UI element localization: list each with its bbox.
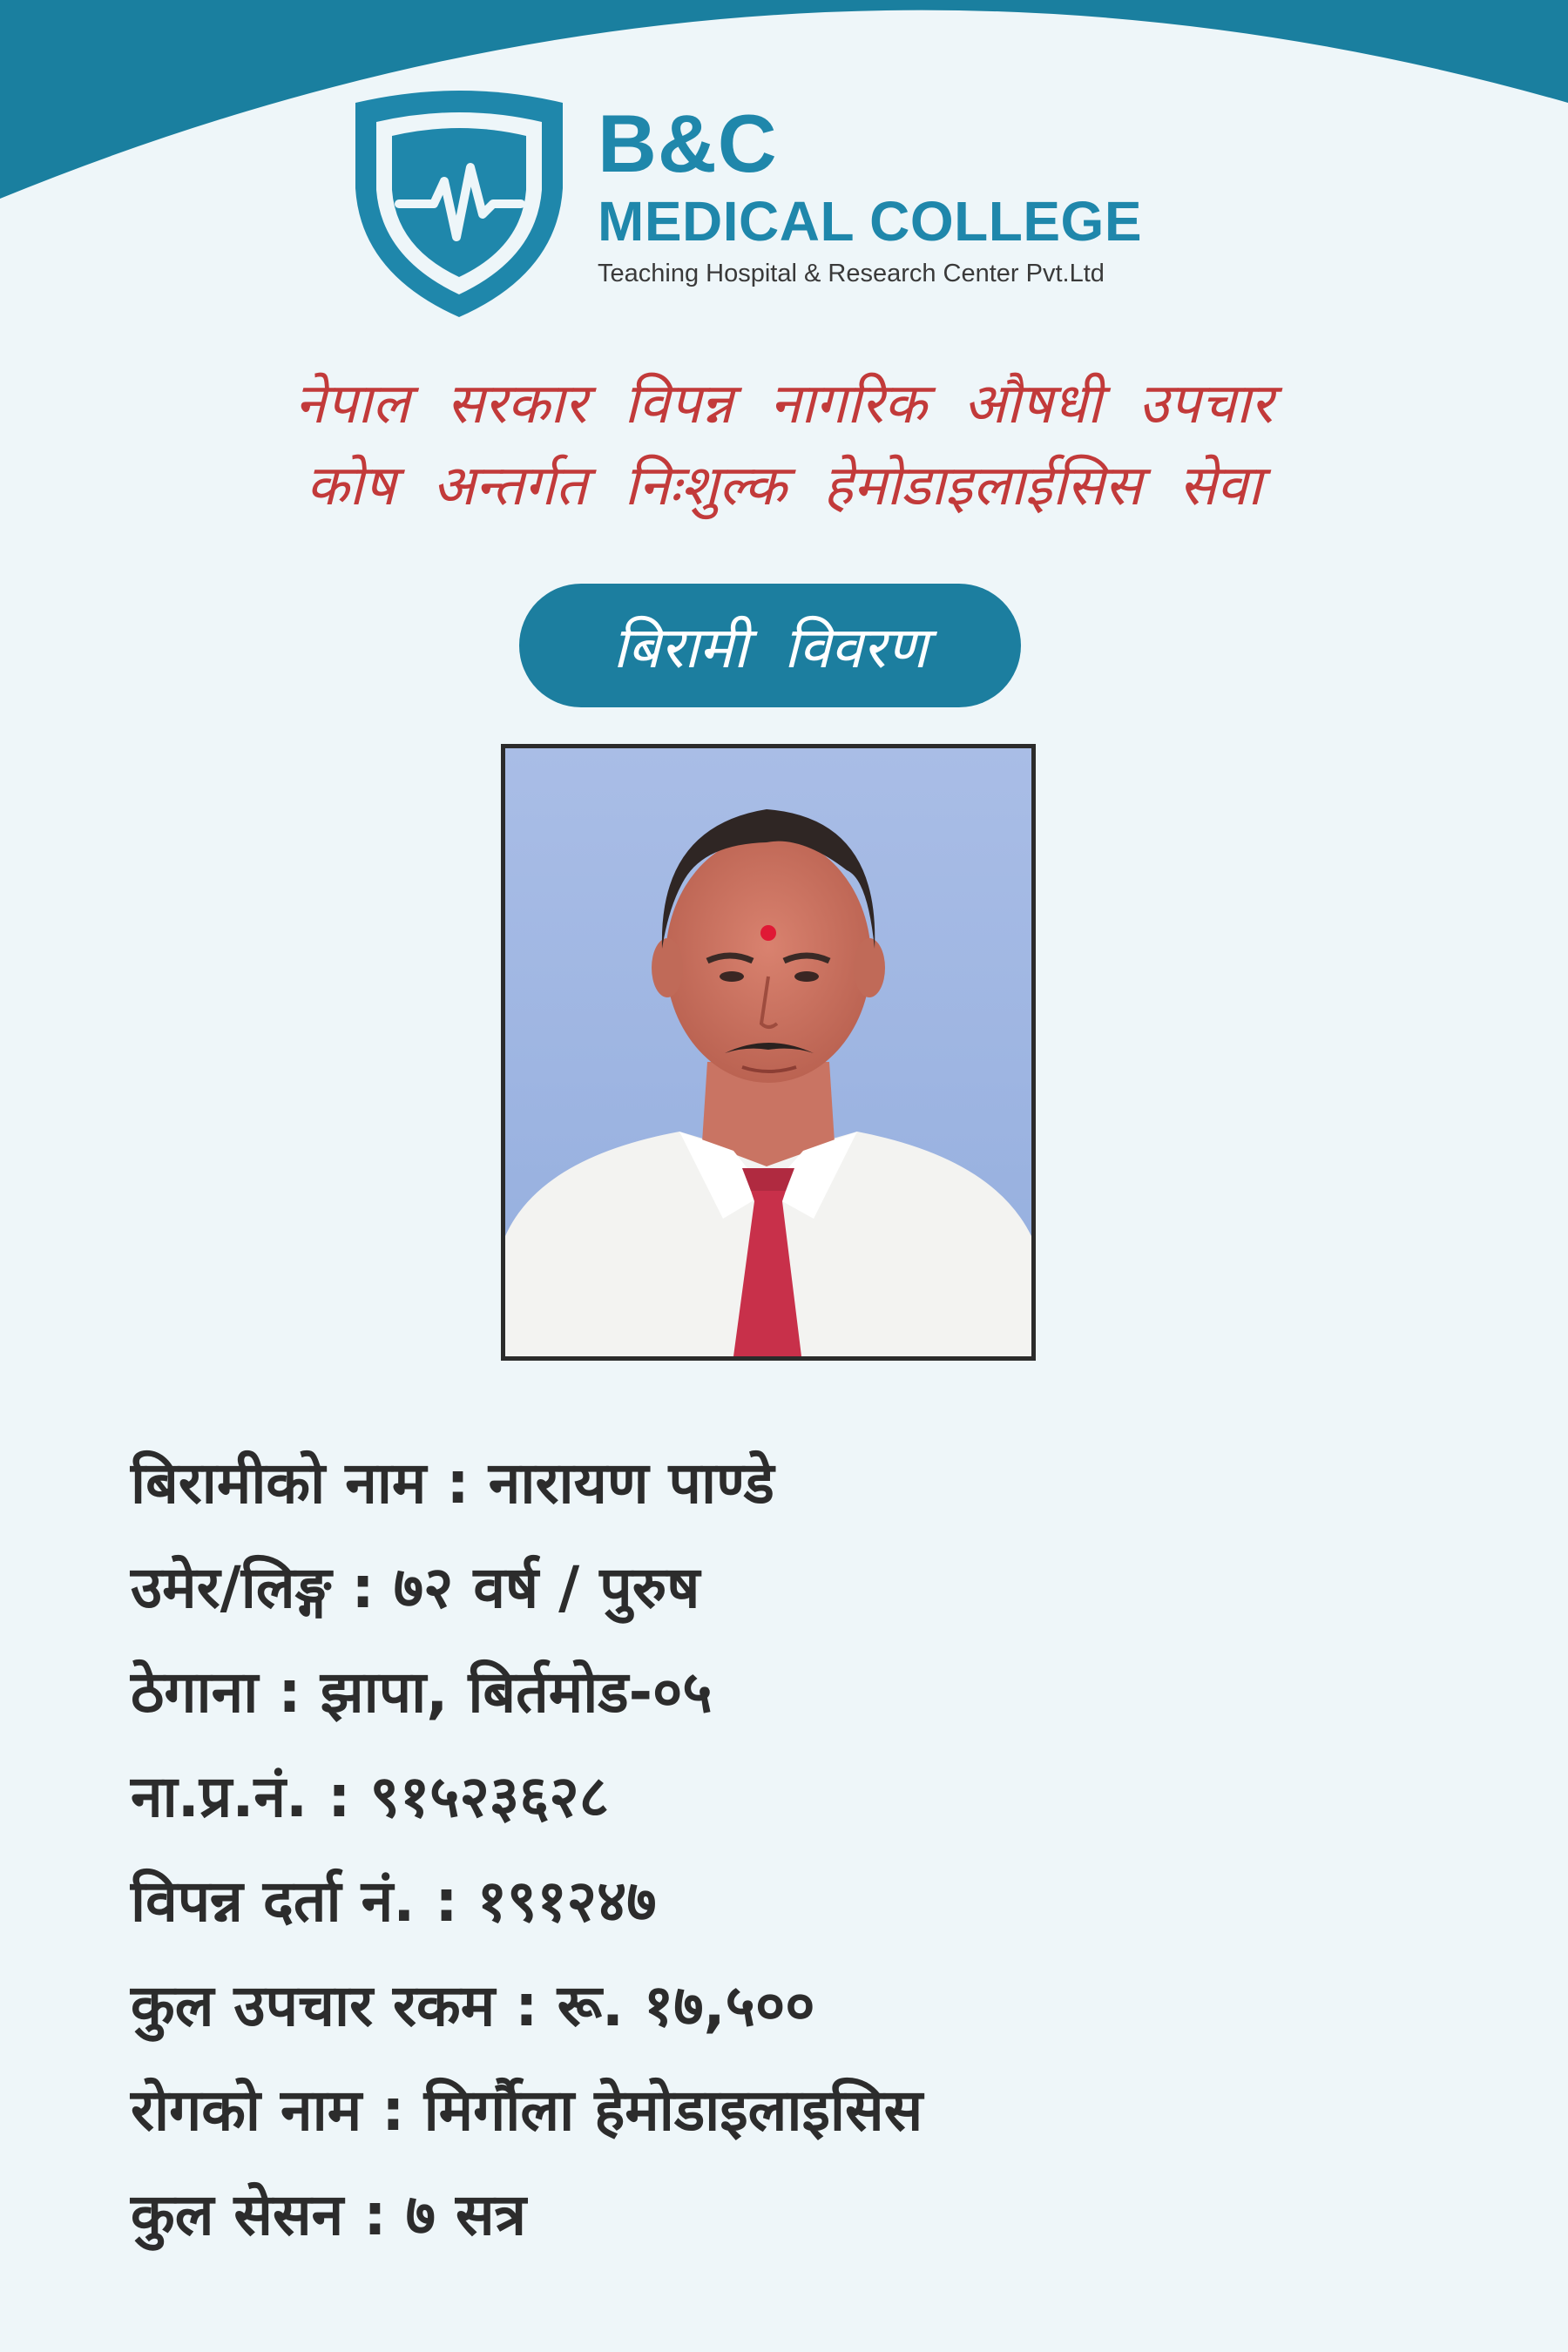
detail-value: १९१२४७ <box>476 1868 657 1935</box>
patient-photo <box>501 744 1036 1361</box>
brand-block <box>598 98 1142 287</box>
detail-row-registration <box>131 1847 1490 1951</box>
shield-heartbeat-icon <box>347 84 571 321</box>
detail-value: मिर्गौला हेमोडाइलाइसिस <box>423 2077 923 2144</box>
portrait-image <box>505 748 1031 1356</box>
detail-value: झापा, बिर्तमोड-०५ <box>320 1659 713 1726</box>
headline-line-1: नेपाल सरकार विपन्न नागरिक औषधी उपचार <box>294 372 1274 436</box>
detail-label: उमेर/लिङ्ग : <box>131 1554 375 1621</box>
detail-row-age-gender <box>131 1533 1490 1638</box>
detail-row-sessions <box>131 2160 1490 2265</box>
headline-line-2: कोष अन्तर्गत निःशुल्क हेमोडाइलाईसिस सेवा <box>306 454 1262 518</box>
detail-row-address <box>131 1638 1490 1742</box>
patient-details <box>131 1429 1490 2265</box>
detail-row-disease <box>131 2056 1490 2160</box>
detail-label: कुल सेसन : <box>131 2181 387 2248</box>
section-title-pill <box>519 584 1021 707</box>
detail-label: विपन्न दर्ता नं. : <box>131 1868 458 1935</box>
detail-value: रू. १७,५०० <box>557 1972 815 2039</box>
brand-tagline: Teaching Hospital & Research Center Pvt.Ltd <box>598 260 1105 287</box>
detail-row-citizenship <box>131 1742 1490 1847</box>
brand-name: B&C <box>598 98 778 189</box>
detail-value: ७२ वर्ष / पुरुष <box>393 1554 700 1621</box>
detail-row-amount <box>131 1951 1490 2056</box>
detail-value: नारायण पाण्डे <box>488 1450 774 1517</box>
detail-value: ९१५२३६२८ <box>369 1763 610 1830</box>
detail-label: कुल उपचार रकम : <box>131 1972 538 2039</box>
detail-label: रोगको नाम : <box>131 2077 405 2144</box>
brand-subtitle: MEDICAL COLLEGE <box>598 190 1142 253</box>
detail-label: ना.प्र.नं. : <box>131 1763 351 1830</box>
section-title: बिरामी विवरण <box>612 614 928 681</box>
detail-row-name <box>131 1429 1490 1533</box>
detail-label: ठेगाना : <box>131 1659 301 1726</box>
detail-value: ७ सत्र <box>405 2181 527 2248</box>
detail-label: बिरामीको नाम : <box>131 1450 470 1517</box>
